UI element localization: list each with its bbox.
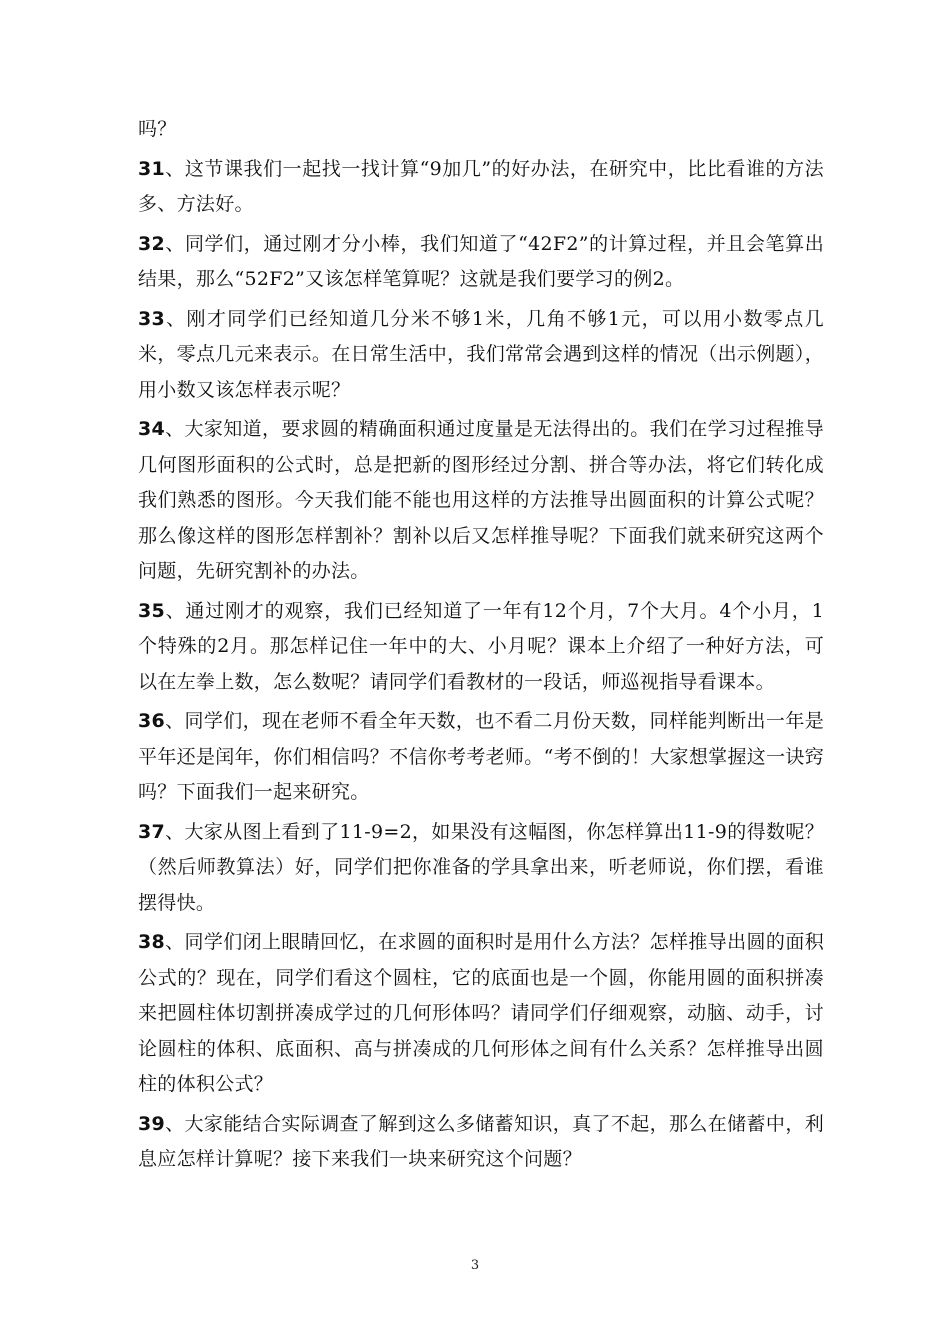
paragraph-text: 、大家知道，要求圆的精确面积通过度量是无法得出的。我们在学习过程推导几何图形面积的公式时，总是把新的图形经过分割、拼合等办法，将它们转化成我们熟悉的图形。今天我们能不能也用这样的方法推导出圆面积的计算公式呢？那么像这样的图形怎样割补？割补以后又怎样推导呢？下面我们就来研究这两个问题，先研究割补的办法。 bbox=[138, 418, 824, 582]
paragraph-text: 、同学们，现在老师不看全年天数，也不看二月份天数，同样能判断出一年是平年还是闰年，你们相信吗？不信你考考老师。“考不倒的！大家想掌握这一诀窍吗？下面我们一起来研究。 bbox=[138, 710, 824, 803]
paragraph-number: 33 bbox=[138, 307, 166, 330]
paragraph-number: 34 bbox=[138, 418, 166, 440]
paragraph-34 bbox=[138, 412, 824, 590]
paragraph-32 bbox=[138, 227, 824, 298]
paragraph-31 bbox=[138, 152, 824, 223]
paragraph-number: 38 bbox=[138, 931, 166, 953]
paragraph-text: 、刚才同学们已经知道几分米不够1米，几角不够1元，可以用小数零点几米，零点几元来表示。在日常生活中，我们常常会遇到这样的情况（出示例题），用小数又该怎样表示呢？ bbox=[138, 307, 824, 401]
intro-line: 吗？ bbox=[138, 118, 177, 140]
paragraph-number: 35 bbox=[138, 599, 166, 622]
paragraph-text: 、通过刚才的观察，我们已经知道了一年有12个月，7个大月。4个小月，1个特殊的2月。那怎样记住一年中的大、小月呢？课本上介绍了一种好方法，可以在左拳上数，怎么数呢？请同学们看教材的一段话，师巡视指导看课本。 bbox=[138, 599, 824, 693]
paragraph-number: 31 bbox=[138, 157, 166, 180]
paragraph-39 bbox=[138, 1107, 824, 1178]
document-body bbox=[138, 112, 824, 1182]
paragraph-33 bbox=[138, 302, 824, 409]
paragraph-number: 36 bbox=[138, 710, 166, 732]
paragraph-number: 39 bbox=[138, 1112, 166, 1135]
paragraph-text: 、这节课我们一起找一找计算“9加几”的好办法，在研究中，比比看谁的方法多、方法好。 bbox=[138, 157, 824, 215]
paragraph-number: 37 bbox=[138, 820, 166, 843]
paragraph-36 bbox=[138, 704, 824, 811]
paragraph-number: 32 bbox=[138, 232, 166, 255]
paragraph-text: 、同学们闭上眼睛回忆，在求圆的面积时是用什么方法？怎样推导出圆的面积公式的？现在，同学们看这个圆柱，它的底面也是一个圆，你能用圆的面积拼凑来把圆柱体切割拼凑成学过的几何形体吗？请同学们仔细观察，动脑、动手，讨论圆柱的体积、底面积、高与拼凑成的几何形体之间有什么关系？怎样推导出圆柱的体积公式？ bbox=[138, 931, 824, 1095]
paragraph-35 bbox=[138, 594, 824, 701]
paragraph-37 bbox=[138, 815, 824, 922]
paragraph-38 bbox=[138, 925, 824, 1103]
paragraph-text: 、同学们，通过刚才分小棒，我们知道了“42F2”的计算过程，并且会笔算出结果，那么“52F2”又该怎样笔算呢？这就是我们要学习的例2。 bbox=[138, 232, 824, 290]
page-number: 3 bbox=[470, 1258, 480, 1273]
paragraph-text: 、大家能结合实际调查了解到这么多储蓄知识，真了不起，那么在储蓄中，利息应怎样计算呢？接下来我们一块来研究这个问题？ bbox=[138, 1112, 824, 1170]
paragraph-text: 、大家从图上看到了11-9=2，如果没有这幅图，你怎样算出11-9的得数呢？（然后师教算法）好，同学们把你准备的学具拿出来，听老师说，你们摆，看谁摆得快。 bbox=[138, 820, 824, 914]
